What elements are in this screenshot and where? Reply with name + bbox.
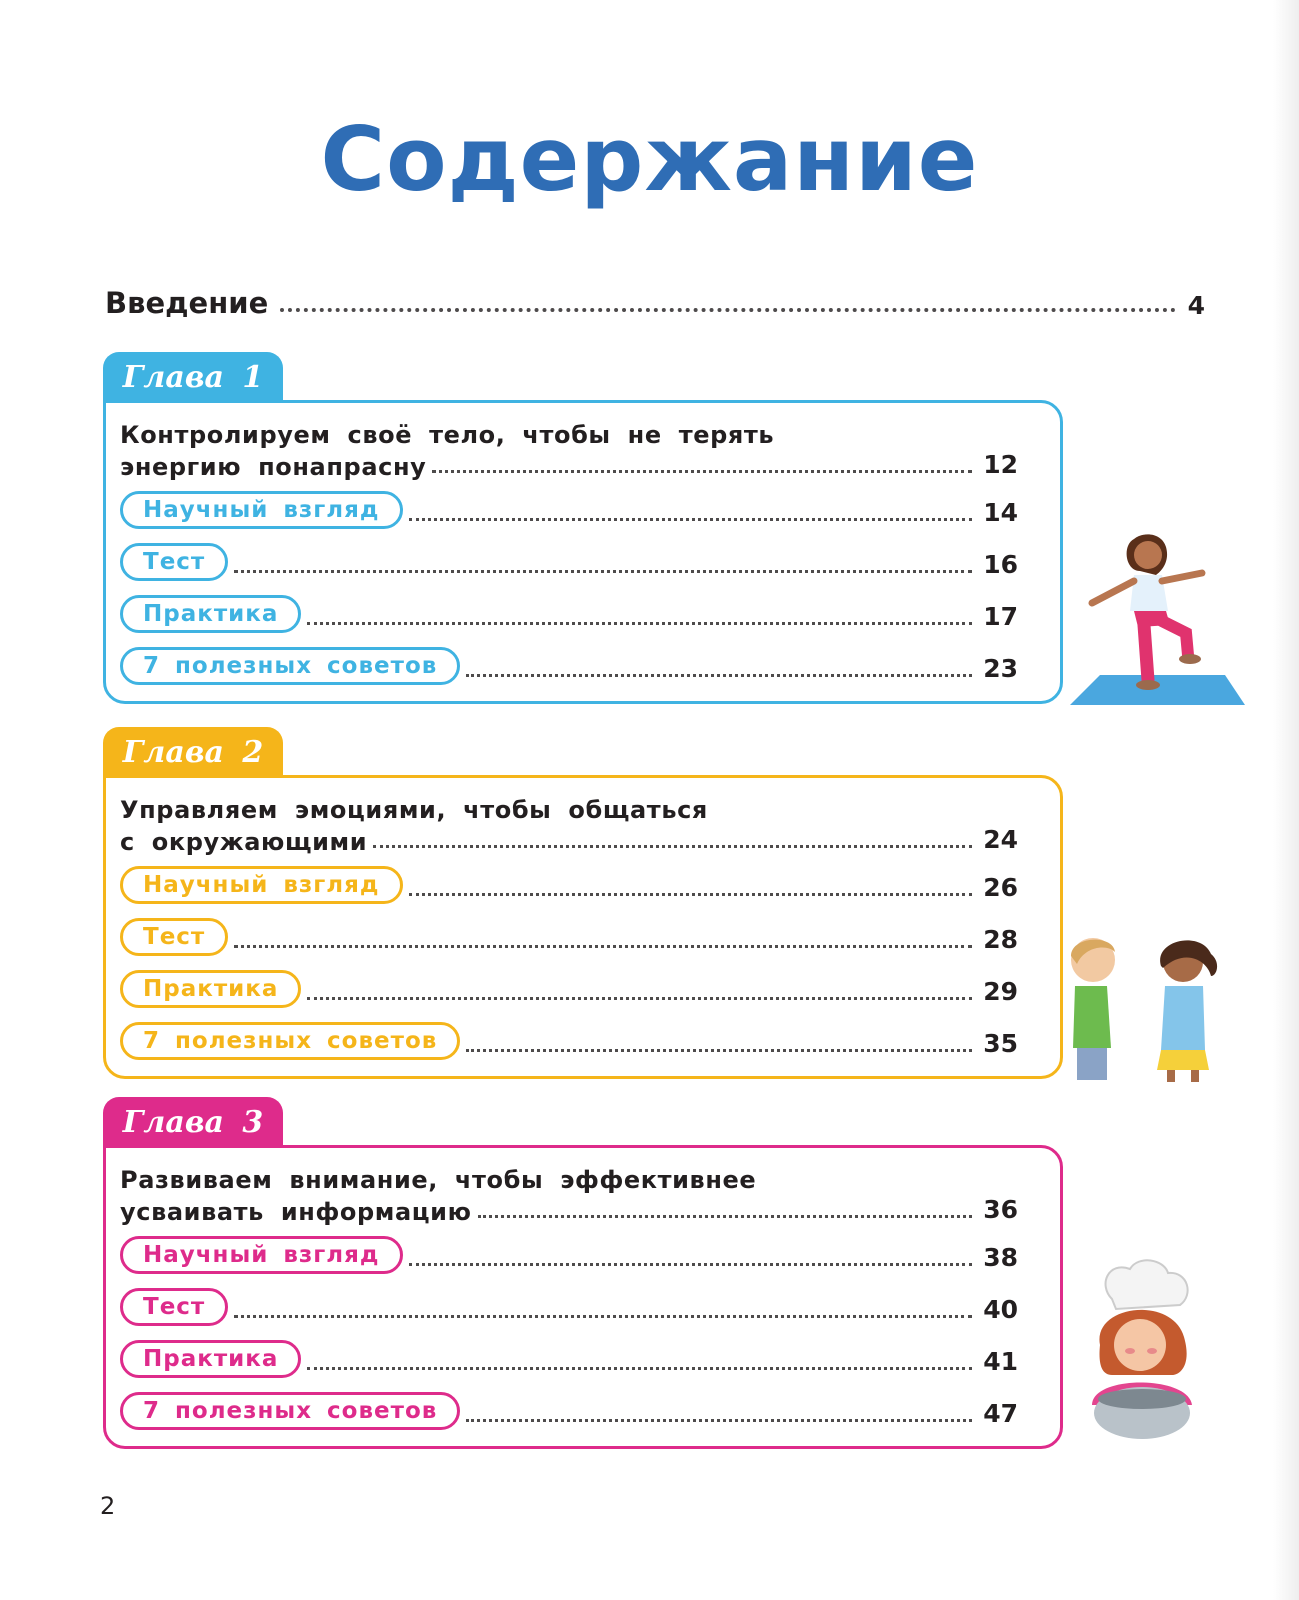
chapter-title-line2: с окружающими [120, 828, 368, 856]
dot-leader [409, 893, 973, 896]
toc-page-number: 35 [983, 1029, 1018, 1058]
section-pill: Практика [120, 1340, 301, 1378]
children-talking-illustration [1055, 932, 1230, 1082]
chapter-tab: Глава 2 [103, 727, 283, 777]
section-pill: Тест [120, 543, 228, 581]
section-pill: Практика [120, 970, 301, 1008]
toc-page-number: 38 [983, 1243, 1018, 1272]
dot-leader [409, 1263, 973, 1266]
chapter-box [103, 400, 1063, 704]
toc-entry-label: Введение [105, 286, 269, 320]
dot-leader [373, 845, 972, 848]
toc-entry-scientific-view[interactable] [120, 485, 1018, 529]
chapter-title-line2: энергию понапрасну [120, 453, 427, 481]
chapter-title-line1: Контролируем своё тело, чтобы не терять [120, 421, 775, 449]
toc-page-number: 16 [983, 550, 1018, 579]
toc-page-number: 26 [983, 873, 1018, 902]
dot-leader [307, 997, 972, 1000]
chapter-box [103, 775, 1063, 1079]
toc-page-number: 36 [983, 1195, 1018, 1224]
dot-leader [307, 622, 972, 625]
dot-leader [466, 1419, 972, 1422]
toc-entry-chapter-title[interactable] [120, 824, 1018, 856]
section-pill: Научный взгляд [120, 866, 403, 904]
toc-entry-test[interactable] [120, 1282, 1018, 1326]
toc-page-number: 23 [983, 654, 1018, 683]
page-edge-shade [1273, 0, 1299, 1600]
section-pill: Тест [120, 1288, 228, 1326]
toc-entry-chapter-title[interactable] [120, 449, 1018, 481]
toc-entry-introduction[interactable] [105, 280, 1205, 320]
toc-page-number: 24 [983, 825, 1018, 854]
toc-page-number: 28 [983, 925, 1018, 954]
section-pill: Научный взгляд [120, 1236, 403, 1274]
toc-page-number: 4 [1187, 291, 1205, 320]
toc-page-number: 14 [983, 498, 1018, 527]
section-pill: 7 полезных советов [120, 1392, 460, 1430]
toc-page-number: 47 [983, 1399, 1018, 1428]
dot-leader [478, 1215, 972, 1218]
page-title: Содержание [320, 108, 979, 211]
chapter-tab: Глава 3 [103, 1097, 283, 1147]
toc-page-number: 29 [983, 977, 1018, 1006]
dot-leader [280, 308, 1175, 312]
toc-page-number: 40 [983, 1295, 1018, 1324]
toc-page-number: 17 [983, 602, 1018, 631]
toc-entry-tips[interactable] [120, 641, 1018, 685]
section-pill: 7 полезных советов [120, 647, 460, 685]
toc-page-number: 12 [983, 450, 1018, 479]
toc-entry-tips[interactable] [120, 1016, 1018, 1060]
chapter-title-line1: Управляем эмоциями, чтобы общаться [120, 796, 708, 824]
dot-leader [234, 1315, 972, 1318]
dot-leader [307, 1367, 972, 1370]
chapter-title-line2: усваивать информацию [120, 1198, 472, 1226]
chapter-tab: Глава 1 [103, 352, 283, 402]
toc-entry-scientific-view[interactable] [120, 860, 1018, 904]
girl-balancing-illustration [1070, 515, 1250, 710]
toc-entry-tips[interactable] [120, 1386, 1018, 1430]
dot-leader [234, 945, 972, 948]
toc-entry-test[interactable] [120, 537, 1018, 581]
toc-entry-chapter-title[interactable] [120, 1194, 1018, 1226]
page-number: 2 [100, 1492, 116, 1520]
dot-leader [234, 570, 972, 573]
toc-entry-test[interactable] [120, 912, 1018, 956]
toc-entry-practice[interactable] [120, 964, 1018, 1008]
dot-leader [432, 470, 972, 473]
section-pill: Научный взгляд [120, 491, 403, 529]
chapter-title-line1: Развиваем внимание, чтобы эффективнее [120, 1166, 757, 1194]
toc-page-number: 41 [983, 1347, 1018, 1376]
chapter-box [103, 1145, 1063, 1449]
toc-entry-practice[interactable] [120, 589, 1018, 633]
dot-leader [466, 1049, 972, 1052]
section-pill: 7 полезных советов [120, 1022, 460, 1060]
dot-leader [466, 674, 972, 677]
dot-leader [409, 518, 973, 521]
section-pill: Тест [120, 918, 228, 956]
toc-entry-practice[interactable] [120, 1334, 1018, 1378]
toc-entry-scientific-view[interactable] [120, 1230, 1018, 1274]
girl-chef-illustration [1072, 1255, 1212, 1445]
section-pill: Практика [120, 595, 301, 633]
